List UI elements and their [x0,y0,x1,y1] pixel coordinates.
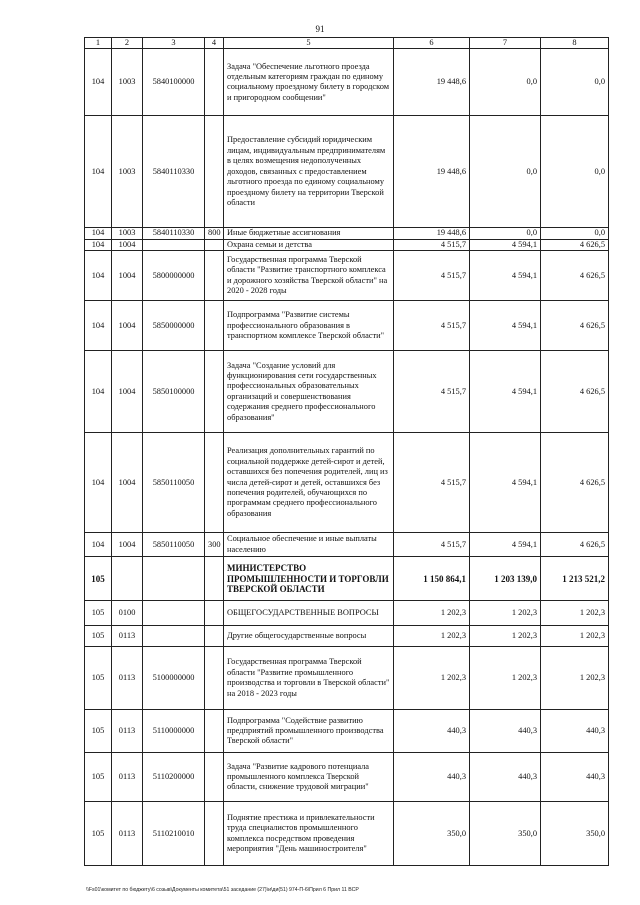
expense-type-cell: 300 [205,533,224,557]
amount-year3-cell: 4 626,5 [541,433,609,533]
section-code-cell: 0113 [112,647,143,710]
expense-type-cell [205,710,224,753]
table-row [85,533,609,557]
page-number: 91 [315,24,325,34]
description-cell: Реализация дополнительных гарантий по социальной поддержке детей-сирот и детей, оставшихся без попечения родителей, лиц из числа детей-сирот и детей, оставшихся без попечения родителей, обучающихся по программам среднего профессионального образования [224,433,394,533]
ministry-code-cell: 104 [85,239,112,250]
section-code-cell: 0113 [112,802,143,866]
section-code-cell: 1003 [112,228,143,239]
amount-year1-cell: 4 515,7 [394,251,470,301]
amount-year1-cell: 350,0 [394,802,470,866]
expense-type-cell [205,647,224,710]
amount-year3-cell: 0,0 [541,49,609,116]
table-row [85,647,609,710]
section-code-cell: 1004 [112,251,143,301]
section-code-cell: 1003 [112,49,143,116]
amount-year2-cell: 1 202,3 [470,647,541,710]
amount-year2-cell: 4 594,1 [470,251,541,301]
amount-year3-cell: 1 202,3 [541,626,609,647]
header-cell: 6 [394,38,470,49]
expense-type-cell [205,433,224,533]
description-cell: Задача "Создание условий для функционирования сети государственных профессиональных образовательных организаций и совершенствования содержания среднего профессионального образования" [224,351,394,433]
amount-year1-cell: 4 515,7 [394,533,470,557]
table-row [85,601,609,626]
expense-type-cell: 800 [205,228,224,239]
amount-year3-cell: 0,0 [541,228,609,239]
expense-type-cell [205,351,224,433]
section-code-cell: 0113 [112,626,143,647]
expense-type-cell [205,753,224,802]
section-code-cell: 1004 [112,433,143,533]
description-cell: Другие общегосударственные вопросы [224,626,394,647]
header-cell: 8 [541,38,609,49]
ministry-code-cell: 105 [85,557,112,601]
description-cell: Иные бюджетные ассигнования [224,228,394,239]
file-path-footer: \\Fs01\комитет по бюджету\6 созыв\Документы комитета\51 заседание (27)\и\ди(51) 974-П-6\Прил 6 Прил 11 ВСР [86,887,359,893]
target-code-cell: 5850110050 [143,533,205,557]
target-code-cell [143,601,205,626]
ministry-code-cell: 105 [85,710,112,753]
target-code-cell: 5840100000 [143,49,205,116]
amount-year2-cell: 440,3 [470,710,541,753]
amount-year1-cell: 440,3 [394,710,470,753]
expense-type-cell [205,601,224,626]
ministry-code-cell: 104 [85,301,112,351]
amount-year1-cell: 4 515,7 [394,433,470,533]
amount-year3-cell: 4 626,5 [541,251,609,301]
table-row [85,301,609,351]
table-row [85,251,609,301]
section-code-cell: 0113 [112,753,143,802]
expense-type-cell [205,802,224,866]
target-code-cell: 5110210010 [143,802,205,866]
amount-year3-cell: 440,3 [541,710,609,753]
ministry-code-cell: 104 [85,228,112,239]
amount-year1-cell: 4 515,7 [394,239,470,250]
section-code-cell: 1004 [112,301,143,351]
amount-year2-cell: 350,0 [470,802,541,866]
amount-year2-cell: 0,0 [470,116,541,228]
target-code-cell: 5100000000 [143,647,205,710]
target-code-cell [143,239,205,250]
header-cell: 5 [224,38,394,49]
amount-year1-cell: 1 150 864,1 [394,557,470,601]
description-cell: Государственная программа Тверской области "Развитие промышленного производства и торговли в Тверской области" на 2018 - 2023 годы [224,647,394,710]
target-code-cell: 5850100000 [143,351,205,433]
ministry-code-cell: 105 [85,802,112,866]
expense-type-cell [205,116,224,228]
budget-table [84,37,609,866]
amount-year3-cell: 4 626,5 [541,351,609,433]
amount-year2-cell: 1 202,3 [470,601,541,626]
expense-type-cell [205,557,224,601]
amount-year1-cell: 19 448,6 [394,116,470,228]
ministry-code-cell: 105 [85,753,112,802]
amount-year1-cell: 1 202,3 [394,601,470,626]
description-cell: Охрана семьи и детства [224,239,394,250]
header-cell: 4 [205,38,224,49]
ministry-code-cell: 104 [85,251,112,301]
expense-type-cell [205,301,224,351]
table-row [85,753,609,802]
amount-year2-cell: 4 594,1 [470,433,541,533]
description-cell: Социальное обеспечение и иные выплаты населению [224,533,394,557]
section-code-cell: 1004 [112,533,143,557]
expense-type-cell [205,239,224,250]
amount-year2-cell: 1 203 139,0 [470,557,541,601]
description-cell: Подпрограмма "Содействие развитию предприятий промышленного производства Тверской области" [224,710,394,753]
description-cell: Задача "Обеспечение льготного проезда отдельным категориям граждан по единому социальному проездному билету в городском и пригородном сообщении" [224,49,394,116]
target-code-cell: 5850110050 [143,433,205,533]
table-row [85,239,609,250]
amount-year2-cell: 440,3 [470,753,541,802]
expense-type-cell [205,49,224,116]
table-row [85,228,609,239]
ministry-code-cell: 104 [85,49,112,116]
expense-type-cell [205,626,224,647]
amount-year2-cell: 1 202,3 [470,626,541,647]
table-row [85,433,609,533]
amount-year2-cell: 4 594,1 [470,239,541,250]
section-code-cell: 0113 [112,710,143,753]
target-code-cell: 5840110330 [143,116,205,228]
header-cell: 2 [112,38,143,49]
target-code-cell [143,557,205,601]
target-code-cell: 5840110330 [143,228,205,239]
section-code-cell: 1004 [112,351,143,433]
section-code-cell: 0100 [112,601,143,626]
amount-year3-cell: 1 202,3 [541,601,609,626]
table-body [85,38,609,866]
ministry-code-cell: 104 [85,433,112,533]
description-cell: Предоставление субсидий юридическим лицам, индивидуальным предпринимателям в целях возмещения недополученных доходов, связанных с предоставлением льготного проезда по единому социальному проездному билету на территории Тверской области [224,116,394,228]
header-cell: 3 [143,38,205,49]
amount-year1-cell: 4 515,7 [394,351,470,433]
amount-year1-cell: 440,3 [394,753,470,802]
ministry-code-cell: 105 [85,626,112,647]
amount-year1-cell: 4 515,7 [394,301,470,351]
amount-year1-cell: 1 202,3 [394,647,470,710]
description-cell: Задача "Развитие кадрового потенциала промышленного комплекса Тверской области, снижение трудовой миграции" [224,753,394,802]
section-code-cell: 1003 [112,116,143,228]
table-row [85,710,609,753]
amount-year3-cell: 440,3 [541,753,609,802]
ministry-code-cell: 105 [85,601,112,626]
ministry-code-cell: 104 [85,116,112,228]
amount-year2-cell: 0,0 [470,49,541,116]
amount-year2-cell: 4 594,1 [470,533,541,557]
description-cell: Поднятие престижа и привлекательности труда специалистов промышленного комплекса посредством проведения мероприятия "День машиностроителя" [224,802,394,866]
amount-year3-cell: 4 626,5 [541,239,609,250]
table-row [85,626,609,647]
amount-year3-cell: 0,0 [541,116,609,228]
section-code-cell [112,557,143,601]
amount-year3-cell: 1 202,3 [541,647,609,710]
amount-year1-cell: 1 202,3 [394,626,470,647]
expense-type-cell [205,251,224,301]
table-row [85,49,609,116]
amount-year1-cell: 19 448,6 [394,49,470,116]
target-code-cell [143,626,205,647]
table-row [85,116,609,228]
description-cell: МИНИСТЕРСТВО ПРОМЫШЛЕННОСТИ И ТОРГОВЛИ ТВЕРСКОЙ ОБЛАСТИ [224,557,394,601]
amount-year2-cell: 4 594,1 [470,351,541,433]
ministry-code-cell: 104 [85,351,112,433]
table-row [85,802,609,866]
description-cell: Подпрограмма "Развитие системы профессионального образования в транспортном комплексе Тверской области" [224,301,394,351]
header-cell: 1 [85,38,112,49]
amount-year1-cell: 19 448,6 [394,228,470,239]
ministry-code-cell: 105 [85,647,112,710]
header-cell: 7 [470,38,541,49]
target-code-cell: 5110200000 [143,753,205,802]
amount-year3-cell: 4 626,5 [541,301,609,351]
header-row [85,38,609,49]
target-code-cell: 5850000000 [143,301,205,351]
section-code-cell: 1004 [112,239,143,250]
target-code-cell: 5110000000 [143,710,205,753]
amount-year3-cell: 4 626,5 [541,533,609,557]
table-row [85,351,609,433]
amount-year2-cell: 0,0 [470,228,541,239]
amount-year3-cell: 1 213 521,2 [541,557,609,601]
description-cell: ОБЩЕГОСУДАРСТВЕННЫЕ ВОПРОСЫ [224,601,394,626]
ministry-code-cell: 104 [85,533,112,557]
description-cell: Государственная программа Тверской области "Развитие транспортного комплекса и дорожного хозяйства Тверской области" на 2020 - 2028 годы [224,251,394,301]
table-row [85,557,609,601]
target-code-cell: 5800000000 [143,251,205,301]
amount-year3-cell: 350,0 [541,802,609,866]
amount-year2-cell: 4 594,1 [470,301,541,351]
